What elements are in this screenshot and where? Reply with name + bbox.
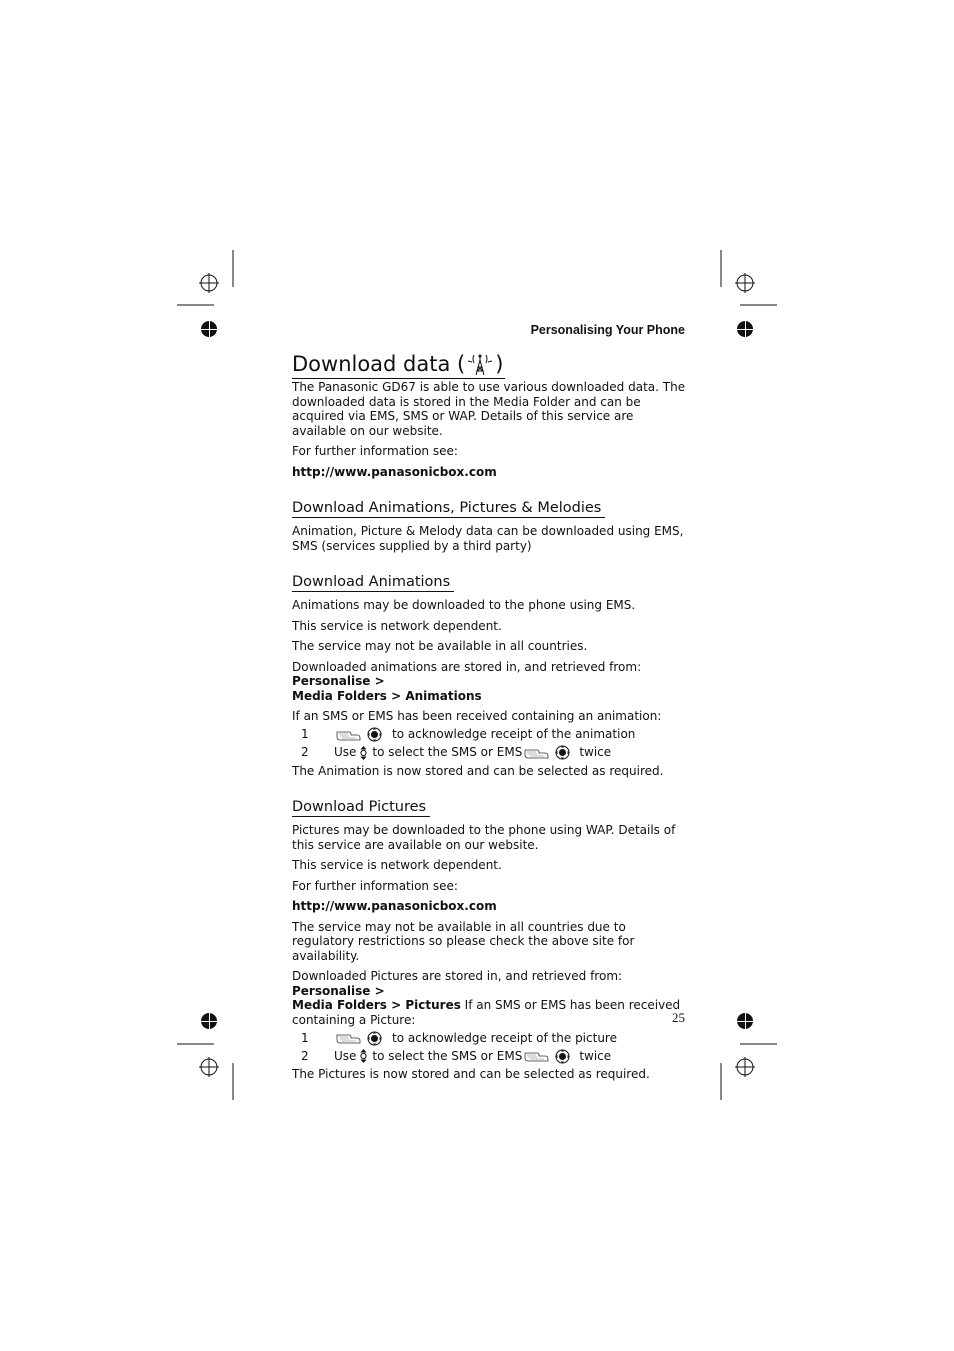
website-link[interactable]: http://www.panasonicbox.com	[292, 899, 497, 913]
section-paragraph: The service may not be available in all countries due to regulatory restrictions so please check the above site for availability.	[292, 919, 635, 963]
step-text: to select the SMS or EMS	[372, 745, 523, 760]
running-head: Personalising Your Phone	[530, 323, 685, 337]
info-note: For further information see:	[292, 878, 458, 893]
storage-paragraph	[292, 969, 687, 1027]
left-softkey-icon	[524, 746, 550, 760]
page-number: 25	[672, 1010, 685, 1025]
section-heading: Download Animations, Pictures & Melodies	[292, 499, 605, 518]
step-tail: twice	[579, 745, 612, 760]
step-number: 2	[301, 745, 309, 760]
registration-dot	[737, 1013, 753, 1029]
registration-dot	[201, 321, 217, 337]
step-text: to acknowledge receipt of the animation	[392, 727, 636, 742]
left-softkey-icon	[524, 1049, 550, 1063]
step-text: to select the SMS or EMS	[372, 1048, 523, 1063]
left-softkey-icon	[336, 1031, 362, 1045]
page-title-prefix: Download data (	[292, 352, 466, 376]
step-use-label: Use	[334, 1048, 357, 1063]
section-download-all	[292, 485, 687, 553]
section-paragraph: The Animation is now stored and can be selected as required.	[292, 763, 664, 778]
step-tail: twice	[579, 1048, 612, 1063]
section-heading: Download Animations	[292, 573, 454, 592]
section-paragraph: This service is network dependent.	[292, 618, 502, 633]
section-download-animations	[292, 559, 687, 778]
step-item	[292, 1029, 687, 1047]
menu-path-animations: Animations	[405, 688, 482, 703]
menu-path-personalise: Personalise >	[292, 983, 385, 998]
navigation-key-icon	[555, 745, 570, 760]
menu-path-separator: >	[386, 688, 406, 703]
section-paragraph: The Pictures is now stored and can be selected as required.	[292, 1067, 650, 1081]
section-paragraph: This service is network dependent.	[292, 858, 502, 872]
menu-path-personalise: Personalise >	[292, 674, 385, 688]
step-use-label: Use	[334, 745, 357, 760]
menu-path-media-folders: Media Folders	[292, 688, 387, 703]
step-number: 1	[301, 727, 309, 742]
section-paragraph: Animations may be downloaded to the phone using EMS.	[292, 598, 636, 612]
menu-path-separator: >	[386, 998, 406, 1012]
navigation-key-icon	[555, 1049, 570, 1064]
menu-path-media-folders: Media Folders	[292, 998, 387, 1012]
page-title-suffix: )	[495, 352, 504, 376]
step-number: 2	[301, 1048, 309, 1063]
registration-dot	[737, 321, 753, 337]
step-number: 1	[301, 1030, 309, 1045]
website-link[interactable]: http://www.panasonicbox.com	[292, 464, 497, 479]
info-note: For further information see:	[292, 444, 458, 458]
storage-text: Downloaded animations are stored in, and retrieved from:	[292, 659, 642, 674]
menu-path-pictures: Pictures	[405, 998, 461, 1012]
section-download-pictures	[292, 784, 687, 1082]
storage-text: Downloaded Pictures are stored in, and retrieved from:	[292, 969, 623, 983]
storage-paragraph	[292, 660, 687, 704]
section-paragraph: Pictures may be downloaded to the phone using WAP. Details of this service are available on our website.	[292, 823, 676, 852]
navigation-key-icon	[367, 1031, 382, 1046]
up-down-key-icon	[359, 746, 368, 760]
up-down-key-icon	[359, 1049, 368, 1063]
navigation-key-icon	[367, 727, 382, 742]
left-softkey-icon	[336, 728, 362, 742]
main-content	[292, 350, 687, 1088]
step-item	[292, 1047, 687, 1065]
storage-tail: If an SMS or EMS has been received containing a Picture:	[292, 998, 681, 1027]
intro-paragraph: The Panasonic GD67 is able to use various downloaded data. The downloaded data is stored in the Media Folder and can be acquired via EMS, SMS or WAP. Details of this service are available on our website.	[292, 380, 686, 438]
antenna-icon	[465, 351, 495, 377]
section-paragraph: The service may not be available in all countries.	[292, 639, 588, 653]
page-title	[292, 350, 505, 379]
step-item	[292, 726, 687, 744]
section-heading: Download Pictures	[292, 798, 430, 817]
step-item	[292, 744, 687, 762]
step-text: to acknowledge receipt of the picture	[392, 1030, 617, 1045]
section-paragraph: If an SMS or EMS has been received containing an animation:	[292, 709, 662, 723]
registration-dot	[201, 1013, 217, 1029]
section-paragraph: Animation, Picture & Melody data can be downloaded using EMS, SMS (services supplied by a third party)	[292, 524, 684, 553]
